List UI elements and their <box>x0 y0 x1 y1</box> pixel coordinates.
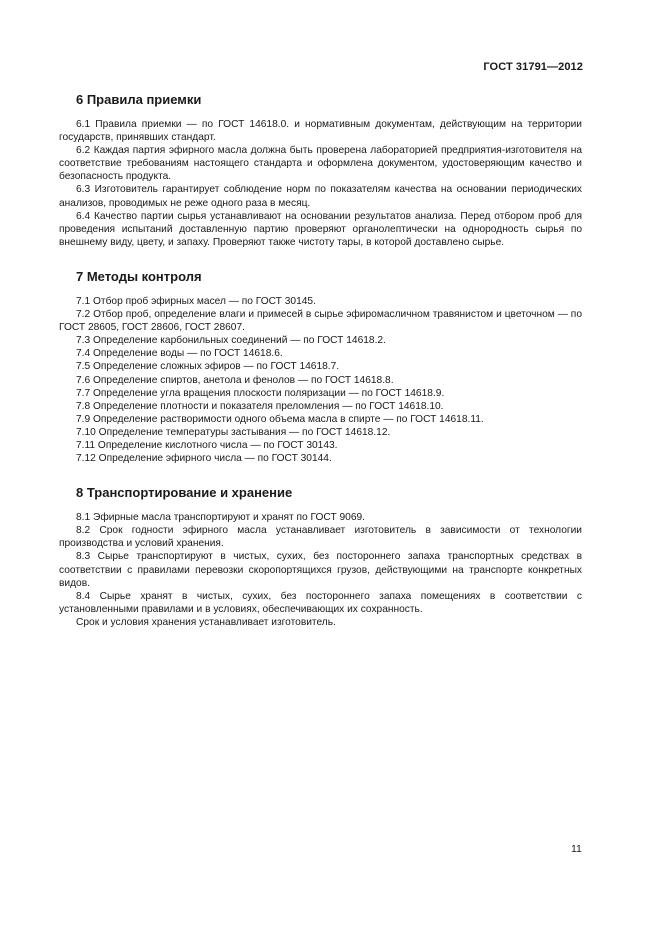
section-7-title: 7 Методы контроля <box>76 268 202 284</box>
item-7-9: 7.9 Определение растворимости одного объема масла в спирте — по ГОСТ 14618.11. <box>76 413 484 425</box>
section-spacer <box>59 249 582 269</box>
paragraph-8-4: 8.4 Сырье хранят в чистых, сухих, без постороннего запаха помещениях в соответствии с установленными правилами и в условиях, обеспечивающих их сохранность. <box>59 590 582 615</box>
item-7-7: 7.7 Определение угла вращения плоскости поляризации — по ГОСТ 14618.9. <box>76 387 445 399</box>
paragraph-storage-terms: Срок и условия хранения устанавливает изготовитель. <box>76 616 336 628</box>
paragraph-6-3: 6.3 Изготовитель гарантирует соблюдение норм по показателям качества на основании периодических анализов, проводимых не реже одного раза в месяц. <box>59 184 582 209</box>
document-code: ГОСТ 31791—2012 <box>483 61 583 73</box>
item-7-5: 7.5 Определение сложных эфиров — по ГОСТ 14618.7. <box>76 361 340 373</box>
item-7-3: 7.3 Определение карбонильных соединений — по ГОСТ 14618.2. <box>76 335 386 347</box>
section-spacer <box>59 465 582 485</box>
section-7 <box>59 269 582 465</box>
item-7-4: 7.4 Определение воды — по ГОСТ 14618.6. <box>76 348 283 360</box>
item-7-12: 7.12 Определение эфирного числа — по ГОСТ 30144. <box>76 453 332 465</box>
paragraph-6-2: 6.2 Каждая партия эфирного масла должна быть проверена лабораторией предприятия-изготовителя на соответствие требованиям настоящего стандарта и оформлена документом, удостоверяющим качество и безопасность продукта. <box>59 145 582 183</box>
page-content <box>59 92 582 629</box>
item-7-8: 7.8 Определение плотности и показателя преломления — по ГОСТ 14618.10. <box>76 400 444 412</box>
item-7-1: 7.1 Отбор проб эфирных масел — по ГОСТ 30145. <box>76 295 316 307</box>
paragraph-8-3: 8.3 Сырье транспортируют в чистых, сухих, без постороннего запаха транспортных средствах в соответствии с правилами перевозки скоропортящихся грузов, действующими на транспорте конкретных видов. <box>59 551 582 589</box>
page-number: 11 <box>571 843 582 855</box>
paragraph-6-1: 6.1 Правила приемки — по ГОСТ 14618.0. и нормативным документам, действующим на территории государств, принявших стандарт. <box>59 119 582 144</box>
section-8-title: 8 Транспортирование и хранение <box>76 485 293 501</box>
paragraph-7-2: 7.2 Отбор проб, определение влаги и примесей в сырье эфиромасличном травянистом и цветочном — по ГОСТ 28605, ГОСТ 28606, ГОСТ 28607. <box>59 309 582 334</box>
section-6 <box>59 92 582 249</box>
paragraph-8-1: 8.1 Эфирные масла транспортируют и хранят по ГОСТ 9069. <box>76 512 365 524</box>
paragraph-6-4: 6.4 Качество партии сырья устанавливают на основании результатов анализа. Перед отбором проб для проведения испытаний доставленную партию проверяют органолептически на однородность сырья по внешнему виду, цвету, и запаху. Проверяют также чистоту тары, в которой доставлено сырье. <box>59 210 582 248</box>
section-8 <box>59 485 582 629</box>
paragraph-8-2: 8.2 Срок годности эфирного масла устанавливает изготовитель в зависимости от технологии производства и условий хранения. <box>59 525 582 550</box>
item-7-6: 7.6 Определение спиртов, анетола и фенолов — по ГОСТ 14618.8. <box>76 374 394 386</box>
item-7-11: 7.11 Определение кислотного числа — по ГОСТ 30143. <box>76 439 338 451</box>
section-6-title: 6 Правила приемки <box>76 92 202 107</box>
item-7-10: 7.10 Определение температуры застывания — по ГОСТ 14618.12. <box>76 426 391 438</box>
